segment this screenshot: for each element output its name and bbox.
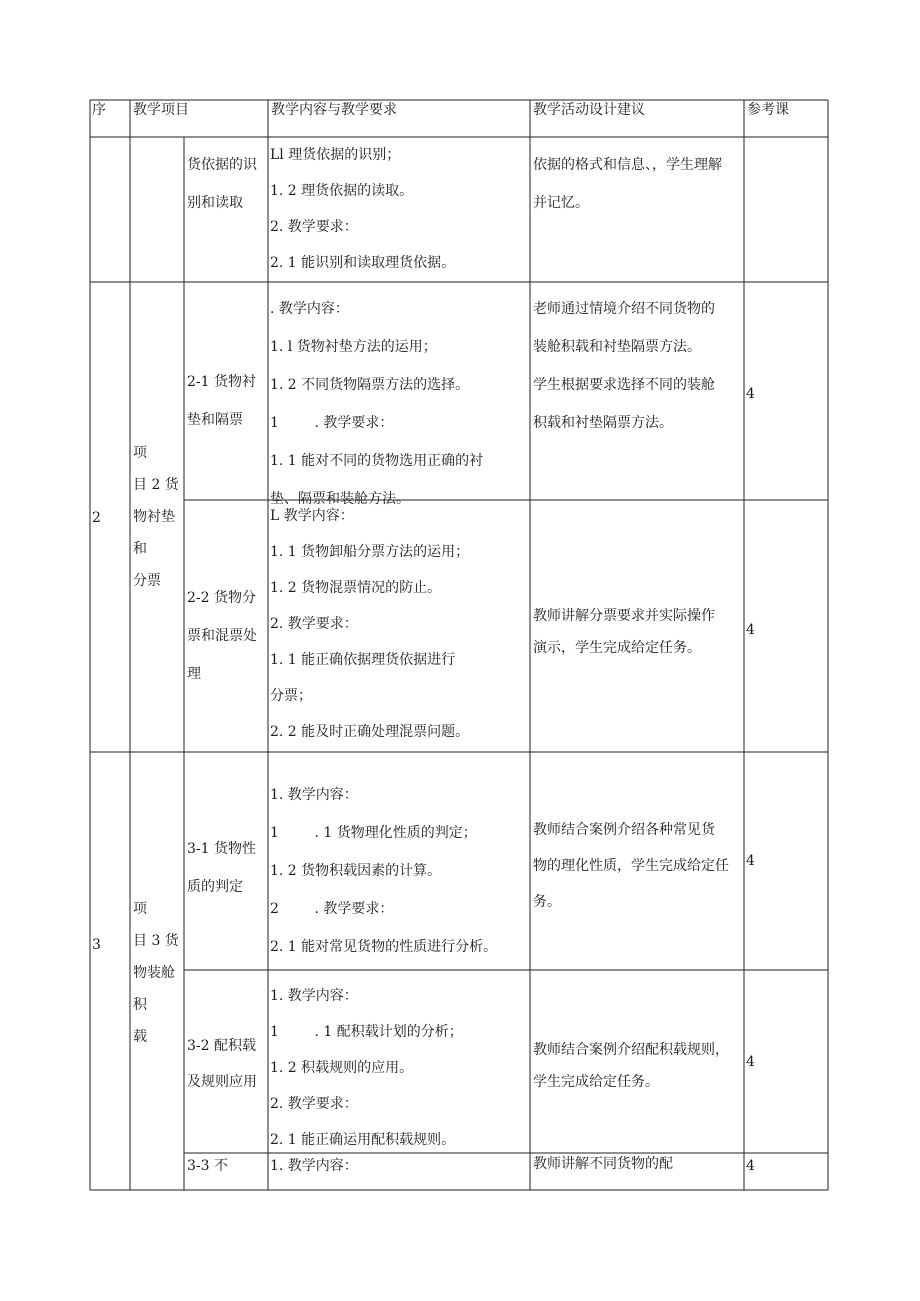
content-line: 2 . 教学要求： [270, 901, 394, 917]
content-line: 1. 2 不同货物隔票方法的选择。 [270, 377, 470, 393]
row0-task-line: 货依据的识 [187, 157, 257, 173]
content-line: 2. 1 能识别和读取理货依据。 [270, 255, 456, 271]
content-line: 1. 2 货物混票情况的防止。 [270, 580, 442, 596]
content-line: 2. 1 能对常见货物的性质进行分析。 [270, 939, 498, 955]
row0-task [187, 146, 257, 222]
task-3-1-activity [533, 812, 729, 920]
task-2-1-name [187, 363, 256, 439]
activity-line: 老师通过情境介绍不同货物的 [533, 301, 715, 317]
content-line: 1. 教学内容： [270, 988, 358, 1004]
task-name-line: 理 [187, 666, 201, 682]
section2-project [133, 437, 179, 597]
activity-line: 务。 [533, 894, 561, 910]
activity-line: 并记忆。 [533, 195, 589, 211]
content-line: 1 . 教学要求： [270, 415, 394, 431]
project-line: 积 [133, 997, 147, 1013]
activity-line: 教师讲解分票要求并实际操作 [533, 608, 715, 624]
activity-line: 装舱积载和衬垫隔票方法。 [533, 339, 701, 355]
content-line: 1. 2 积载规则的应用。 [270, 1060, 414, 1076]
activity-line: 学生完成给定任务。 [533, 1074, 659, 1090]
activity-line: 教师结合案例介绍各种常见货 [533, 822, 715, 838]
activity-line: 依据的格式和信息、，学生理解 [533, 157, 722, 173]
activity-line: 积载和衬垫隔票方法。 [533, 415, 673, 431]
task-3-2-activity [533, 1034, 729, 1098]
section3-project [133, 893, 179, 1053]
content-line: 1 . 1 配积载计划的分析； [270, 1024, 463, 1040]
content-line: 垫、隔票和装舱方法。 [270, 491, 410, 507]
task-name-line: 票和混票处 [187, 628, 257, 644]
content-line: 2. 教学要求： [270, 1096, 358, 1112]
project-line: 物衬垫 [133, 509, 175, 525]
task-3-3-hours: 4 [746, 1158, 755, 1174]
header-activity: 教学活动设计建议 [533, 102, 645, 118]
content-line: 1. 1 能对不同的货物选用正确的衬 [270, 453, 484, 469]
task-name-line: 3-1 货物性 [187, 841, 256, 857]
task-2-1-hours: 4 [746, 386, 755, 402]
task-name-line: 2-1 货物衬 [187, 374, 256, 390]
project-line: 目 2 货 [133, 477, 179, 493]
project-line: 项 [133, 901, 147, 917]
content-line: 1. 1 能正确依据理货依据进行 [270, 652, 456, 668]
row0-content [270, 137, 455, 281]
task-3-1-content [270, 776, 497, 966]
header-content: 教学内容与教学要求 [271, 102, 397, 118]
task-name-line: 2-2 货物分 [187, 590, 256, 606]
content-line: 2. 教学要求： [270, 219, 358, 235]
task-2-2-name [187, 579, 257, 693]
activity-line: 学生根据要求选择不同的装舱 [533, 377, 715, 393]
content-line: 2. 1 能正确运用配积载规则。 [270, 1132, 456, 1148]
content-line: 1. 2 理货依据的读取。 [270, 183, 414, 199]
project-line: 和 [133, 541, 147, 557]
task-name-line: 及规则应用 [187, 1074, 257, 1090]
task-2-2-hours: 4 [746, 622, 755, 638]
project-line: 项 [133, 445, 147, 461]
content-line: 1. 2 货物积载因素的计算。 [270, 863, 442, 879]
content-line: Ll 理货依据的识别； [270, 147, 401, 163]
content-line: 分票； [270, 688, 312, 704]
content-line: L 教学内容： [270, 508, 354, 524]
task-name-line: 质的判定 [187, 879, 243, 895]
task-3-2-content [270, 978, 463, 1158]
task-3-2-name [187, 1028, 257, 1100]
activity-line: 物的理化性质，学生完成给定任 [533, 858, 729, 874]
content-line: 1. 教学内容： [270, 787, 358, 803]
project-line: 物装舱 [133, 965, 175, 981]
content-line: 2. 教学要求： [270, 616, 358, 632]
task-2-2-activity [533, 600, 715, 664]
activity-line: 演示，学生完成给定任务。 [533, 640, 701, 656]
row0-task-line: 别和读取 [187, 195, 243, 211]
task-3-3-activity: 教师讲解不同货物的配 [533, 1156, 673, 1172]
content-line: 2. 2 能及时正确处理混票问题。 [270, 724, 470, 740]
header-project: 教学项目 [133, 102, 189, 118]
task-name-line: 3-2 配积载 [187, 1038, 256, 1054]
task-3-2-hours: 4 [746, 1054, 755, 1070]
section2-seq: 2 [92, 510, 101, 526]
task-3-3-content: 1. 教学内容： [270, 1158, 358, 1174]
header-hours: 参考课 [747, 102, 789, 118]
section3-seq: 3 [92, 937, 101, 953]
project-line: 目 3 货 [133, 933, 179, 949]
project-line: 分票 [133, 573, 161, 589]
header-seq: 序 [92, 102, 106, 118]
row0-activity [533, 146, 722, 222]
task-3-3-name: 3-3 不 [187, 1158, 228, 1174]
task-3-1-hours: 4 [746, 853, 755, 869]
task-2-2-content [270, 498, 469, 750]
task-2-1-activity [533, 290, 715, 442]
task-2-1-content [270, 290, 483, 518]
activity-line: 教师结合案例介绍配积载规则， [533, 1042, 729, 1058]
content-line: 1 . 1 货物理化性质的判定； [270, 825, 477, 841]
content-line: . 教学内容： [270, 301, 349, 317]
content-line: 1. l 货物衬垫方法的运用； [270, 339, 437, 355]
project-line: 载 [133, 1029, 147, 1045]
content-line: 1. 1 货物卸船分票方法的运用； [270, 544, 470, 560]
task-name-line: 垫和隔票 [187, 412, 243, 428]
task-3-1-name [187, 830, 256, 906]
